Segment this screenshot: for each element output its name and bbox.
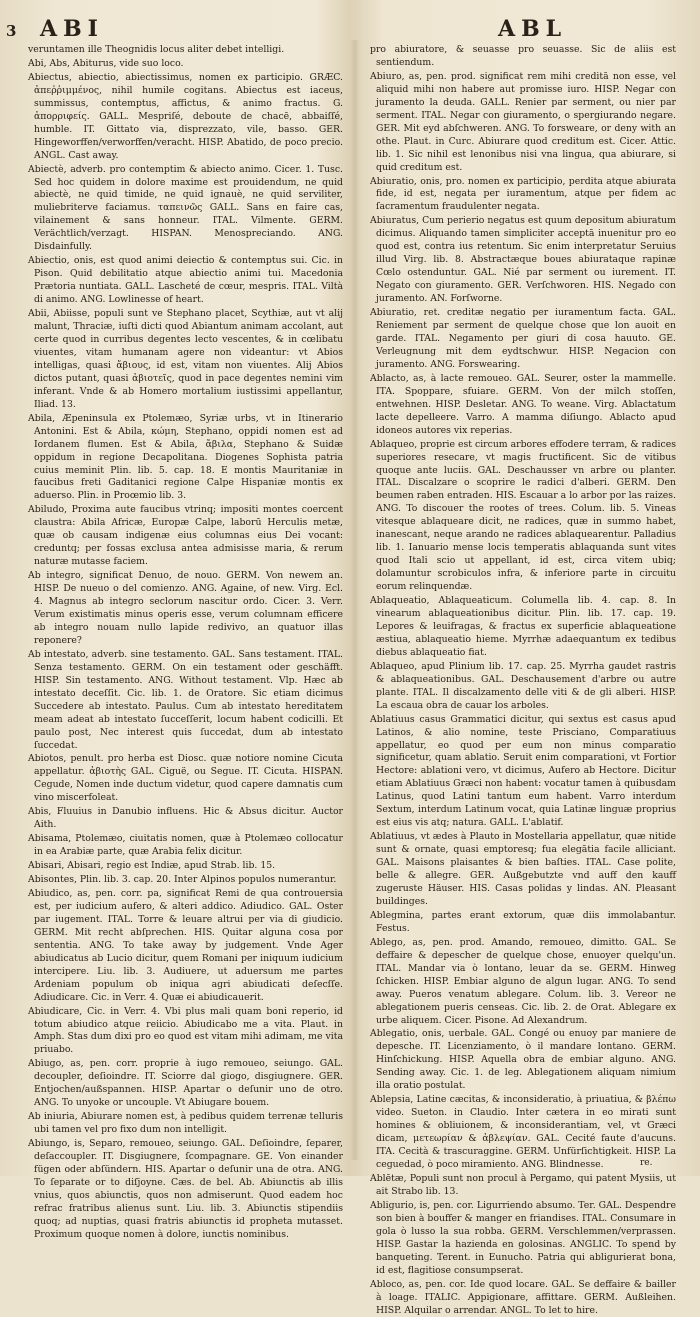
right-column [370, 44, 676, 1316]
dictionary-entry: Abiuro, as, pen. prod. significat rem mihi creditā non esse, vel aliquid mihi non habere aut promisse iuro. HISP. Negar con juramento la deuda. GALL. Renier par serment, ou nier par serment. ITAL. Negar con giuramento, o spergiurando negare. GER. Mit eyd abſchweren. ANG. To forsweare, or deny with an othe. Plaut. in Curc. Abiurare quod creditum est. Cicer. Attic. lib. 1. Sic nihil est lenonibus nisi vna lingua, qua abiurare, si quid creditum est. [370, 70, 676, 173]
dictionary-entry: Ablegatio, onis, uerbale. GAL. Congé ou enuoy par maniere de depesche. IT. Licenziamento, ò il mandare lontano. GERM. Hinſchickung. HISP. Aquella obra de embiar alguno. ANG. Sending away. Cic. 1. de leg. Ablegationem aliquam nimium illa oratio postulat. [370, 1028, 676, 1092]
dictionary-entry: Abiectus, abiectio, abiectissimus, nomen ex participio. GRÆC. ἀπεῤῥιμμένος, nihil humile cogitans. Abiectus est iaceus, summissus, contemptus, affictus, & animo fractus. G. ἀπορριφείς. GALL. Mespriſé, deboute de chacē, abbaiſſé, humble. IT. Gittato via, disprezzato, vile, basso. GER. Hingeworffen/verworffen/veracht. HISP. Abatido, de poco precio. ANGL. Cast away. [28, 71, 343, 161]
dictionary-entry: Abila, Æpeninsula ex Ptolemæo, Syriæ urbs, vt in Itinerario Antonini. Est & Abila, κώμη, Stephano, oppidi nomen est ad Iordanem flumen. Est & Abila, ἄβιλα, Stephano & Suidæ oppidum in regione Decapolitana. Diogenes Sophista patria cuius meminit Plin. lib. 5. cap. 18. E montis Mauritaniæ in faucibus freti Gaditanici regione Calpe Hispaniæ montis ex aduerso. Plin. in Proœmio lib. 3. [28, 412, 343, 502]
column-gutter [350, 40, 360, 1160]
dictionary-entry: Abiuratio, onis, pro. nomen ex participio, perdita atque abiurata fide, id est, negata per iuramentum, atque per fidem ac ſacramentum fraudulenter negata. [370, 175, 676, 213]
dictionary-entry: Abiotos, penult. pro herba est Diosc. quæ notiore nomine Cicuta appellatur. ἀβιοτὴς GAL. Ciguë, ou Segue. IT. Cicuta. HISPAN. Cegude, Nomen inde ductum videtur, quod capere damnatis cum vino miscerfoleat. [28, 753, 343, 804]
dictionary-entry: Ablaqueo, proprie est circum arbores effodere terram, & radices superiores resecare, vt magis fructificent. Sic de vitibus quoque ante luciis. GAL. Deschausser vn arbre ou planter. ITAL. Discalzare o scoprire le radici d'alberi. GERM. Den beumen raben entraden. HIS. Escauar a lo arbor por las raizes. ANG. To discouer the rootes of trees. Colum. lib. 5. Vineas vitesque ablaqueare dicit, ne radices, quæ in summo habet, inanescant, neque arando ne radices ablaquearentur. Palladius lib. 1. Ianuario mense locis temperatis ablaquanda sunt vites quod Itali scio ut appellant, id est, circa vitem ubiq; dolamuntur scrobiculos infra, & inferiore parte in circuitu eorum relinquendæ. [370, 438, 676, 593]
dictionary-entry: Abisari, Abisari, regio est Indiæ, apud Strab. lib. 15. [28, 860, 276, 872]
dictionary-entry: Ablatiuus casus Grammatici dicitur, qui sextus est casus apud Latinos, & alio nomine, teste Prisciano, Comparatiuus appellatur, eo quod per eum non minus comparatio significetur, quam ablatio. Seruit enim comparationi, vt Fortior Hectore: ablationi vero, vt dicimus, Aufero ab Hectore. Dicitur etiam Ablatiuus Græci non habent: vocatur tamen à quibusdam Latinus, quod Latini tantum eum habent. Varro interdum Sextum, interdum Latinum vocat, quia Latinæ linguæ proprius est eius vis atq; natura. GALL. L'ablatif. [370, 713, 676, 829]
dictionary-entry: Abisama, Ptolemæo, ciuitatis nomen, quæ à Ptolemæo collocatur in ea Arabiæ parte, quæ Arabia felix dicitur. [28, 833, 343, 858]
dictionary-entry: Ablegmina, partes erant extorum, quæ diis immolabantur. Festus. [370, 909, 676, 934]
dictionary-entry: Abligurio, is, pen. cor. Ligurriendo absumo. Ter. GAL. Despendre son bien à bouffer & manger en friandises. ITAL. Consumare in gola ò lusso la sua robba. GERM. Verschlemmen/verprassen. HISP. Gastar la hazienda en golosinas. ANGLIC. To spend by banqueting. Terent. in Eunucho. Patria qui abligurierat bona, id est, flagitiose consumpserat. [370, 1199, 676, 1276]
dictionary-entry: Abisontes, Plin. lib. 3. cap. 20. Inter Alpinos populos numerantur. [28, 874, 337, 886]
dictionary-entry: Abii, Abiisse, populi sunt ve Stephano placet, Scythiæ, aut vt alij malunt, Thraciæ, iuſti dicti quod Abiantum animam accolant, aut certe quod in curribus degentes lecto vescentes, & in cœlibatu viuentes, vitam humanam agere non videantur: vt Abios intelligas, quasi ἄβιους, id est, vitam non viuentes. Alij Abios dictos putant, quasi ἀβιοτεῖς, quod in pace degentes nemini vim inferant. Vnde & ab Homero mortalium iustissimi appellantur, Iliad. 13. [28, 308, 343, 410]
dictionary-entry: Abiudico, as, pen. corr. pa, significat Remi de qua controuersia est, per iudicium aufero, & alteri addico. Adiudico. GAL. Oster par iugement. ITAL. Torre & leuare altrui per via di giudicio. GERM. Mit recht abſprechen. HIS. Quitar alguna cosa por sententia. ANG. To take away by judgement. Vnde Ager abiudicatus ab Lucio dicitur, quem Romani per iniquum iudicium intercipere. Liu. lib. 3. Audiuere, ut aduersum me partes Ardeniam populum ob iniqua agri abiudicati deſecſſe. Adiudicare. Cic. in Verr. 4. Quæ ei abiudicauerit. [28, 888, 343, 1003]
dictionary-entry: Ab integro, significat Denuo, de nouo. GERM. Von newem an. HISP. De nueuo o del comienzo. ANG. Againe, of new. Virg. Ecl. 4. Magnus ab integro seclorum nascitur ordo. Cicer. 3. Verr. Verum existimatis minus operis esse, verum columnam efficere ab integro nouam nullo lapide redivivo, an quatuor illas reponere? [28, 570, 343, 646]
dictionary-entry: Abiugo, as, pen. corr. proprie à iugo remoueo, seiungo. GAL. decoupler, deſioindre. IT. Sciorre dal giogo, disgiugnere. GER. Entjochen/außspannen. HISP. Apartar o deſunir uno de otro. ANG. To unyoke or uncouple. Vt Abiugare bouem. [28, 1058, 343, 1109]
dictionary-entry: Abloco, as, pen. cor. Ide quod locare. GAL. Se deffaire & bailler à loage. ITALIC. Appigionare, affittare. GERM. Außleihen. HISP. Alquilar o arrendar. ANGL. To let to hire. [370, 1278, 676, 1316]
dictionary-entry: Ablego, as, pen. prod. Amando, remoueo, dimitto. GAL. Se deffaire & depescher de quelque chose, enuoyer quelqu'un. ITAL. Mandar via ò lontano, leuar da se. GERM. Hinweg ſchicken. HISP. Embiar alguno de algun lugar. ANG. To send away. Pueros venatum ablegare. Colum. lib. 3. Vereor ne ablegationem pueris censeas. Cic. lib. 2. de Orat. Ablegare ex urbe aliquem. Cicer. Pisone. Ad Alexandrum. [370, 936, 676, 1026]
dictionary-entry: Abiuratus, Cum perierio negatus est quum depositum abiuratum dicimus. Aliquando tamen simpliciter acceptā inuenitur pro eo quod est, contra ius retentum. Sic enim interpretatur Seruius illud Virg. lib. 8. Abstractæque boues abiurataque rapinæ Cœlo ostenduntur. GAL. Nié par serment ou iurement. IT. Negato con giuramento. GER. Verſchworen. HIS. Negado con juramento. AN. Forſworne. [370, 215, 676, 305]
dictionary-entry: Ablētæ, Populi sunt non procul à Pergamo, qui patent Mysiis, ut ait Strabo lib. 13. [370, 1172, 676, 1197]
dictionary-entry: Ablacto, as, à lacte remoueo. GAL. Seurer, oster la mammelle. ITA. Spoppare, sfuiare. GERM. Von der milch stoſſen, entwehnen. HISP. Desletar. ANG. To weane. Virg. Ablactatum lacte depelleere. Varro. A mamma diſiungo. Ablacto apud idoneos autores vix reperias. [370, 372, 676, 436]
dictionary-entry: Abiectio, onis, est quod animi deiectio & contemptus sui. Cic. in Pison. Quid debilitatio atque abiectio animi tui. Macedonia Prætoria nuntiata. GALL. Lascheté de cœur, mespris. ITAL. Viltà di animo. ANG. Lowlinesse of heart. [28, 255, 343, 306]
dictionary-entry: Ablaqueatio, Ablaqueaticum. Columella lib. 4. cap. 8. In vinearum ablaqueationibus dicitur. Plin. lib. 17. cap. 19. Lepores & leuifragas, & fractus ex superficie ablaqueatione æstiua, ablaqueatio hieme. Myrrhæ adaequantum ex tedibus diebus ablaqueatio fiat. [370, 595, 676, 658]
dictionary-entry: veruntamen ille Theognidis locus aliter debet intelligi. [28, 44, 285, 55]
running-head-left: ABI [40, 16, 104, 42]
dictionary-entry: pro abiuratore, & seuasse pro seuasse. Sic de aliis est sentiendum. [370, 44, 676, 68]
dictionary-entry: Abiungo, is, Separo, remoueo, seiungo. GAL. Deſioindre, ſeparer, deſaccoupler. IT. Disgiugnere, ſcompagnare. GE. Von einander fügen oder abſündern. HIS. Apartar o deſunir una de otra. ANG. To ſeparate or to diſjoyne. Cæs. de bel. Ab. Abiunctis ab illis vnius, quos abiunctis, quos non admiserunt. Quod eadem hoc refrac fratribus alienus sunt. Liu. lib. 3. Abiunctis stipendiis quoq; ad nuptias, quasi fratris abiunctis id propheta mutasset. Proximum quoque nomen à dolore, iunctis nominibus. [28, 1138, 343, 1240]
left-column [28, 44, 343, 1240]
dictionary-entry: Ab iniuria, Abiurare nomen est, à pedibus quidem terrenæ telluris ubi tamen vel pro fixo dum non intelligit. [28, 1111, 343, 1136]
page-header [0, 10, 700, 44]
dictionary-entry: Ab intestato, adverb. sine testamento. GAL. Sans testament. ITAL. Senza testamento. GERM. On ein testament oder geschäfft. HISP. Sin testamento. ANG. Without testament. Vlp. Hæc ab intestato deceſſit. Cic. lib. 1. de Oratore. Sic etiam dicimus Succedere ab intestato. Paulus. Cum ab intestato hereditatem meam adeat ab intestato ſucceſſerit, locum habent codicilli. Et paulo post, Nec interest quis ſuccedat, dum ab intestato ſuccedat. [28, 648, 343, 751]
dictionary-entry: Abi, Abs, Abiturus, vide suo loco. [28, 57, 184, 69]
running-head-right: ABL [498, 16, 568, 42]
dictionary-entry: Ablaqueo, apud Plinium lib. 17. cap. 25. Myrrha gaudet rastris & ablaqueationibus. GAL. Deschausement d'arbre ou autre plante. ITAL. Il discalzamento delle viti & de gli alberi. HISP. La escaua obra de cauar los arboles. [370, 660, 676, 711]
dictionary-entry: Abis, Fluuius in Danubio influens. Hic & Absus dicitur. Auctor Aith. [28, 806, 343, 831]
dictionary-entry: Abiudicare, Cic. in Verr. 4. Vbi plus mali quam boni reperio, id totum abiudico atque reiicio. Abiudicabo me a vita. Plaut. in Amph. Stas dum dixi pro eo quod est vitam mihi adimam, me vita priuabo. [28, 1005, 343, 1056]
dictionary-entry: Abiectè, adverb. pro contemptim & abiecto animo. Cicer. 1. Tusc. Sed hoc quidem in dolore maxime est prouidendum, ne quid abiectè, ne quid timide, ne quid ignauè, ne quid serviliter, muliebriterve faciamus. ταπεινῶς GALL. Sans en faire cas, vilainement & sans honneur. ITAL. Vilmente. GERM. Verächtlich/verzagt. HISPAN. Menospreciando. ANG. Disdainfully. [28, 163, 343, 253]
dictionary-entry: Abiludo, Proxima aute faucibus vtrinq; impositi montes coercent claustra: Abila Africæ, Europæ Calpe, laborū Herculis metæ, quæ ob causam indigenæ eius columnas eius Dei vocant: creduntq; per fossas exclusa antea admisisse maria, & rerum naturæ mutasse faciem. [28, 504, 343, 568]
dictionary-entry: Ablepsia, Latine cæcitas, & inconsideratio, à priuatiua, & βλέπω video. Sueton. in Claudio. Inter cætera in eo mirati sunt homines & obliuionem, & inconsiderantiam, vel, vt Græci dicam, μετεωρίαν & ἀβλεψίαν. GAL. Cecité faute d'aucuns. ITA. Cecità & trascuraggine. GERM. Unfürſichtigkeit. HISP. La ceguedad, ò poco miramiento. ANG. Blindnesse. [370, 1094, 676, 1171]
page-number: 3 [6, 22, 17, 40]
catchword: re. [640, 1158, 653, 1168]
dictionary-entry: Abiuratio, ret. creditæ negatio per iuramentum facta. GAL. Reniement par serment de quelque chose que lon auoit en garde. ITAL. Negamento per giuri di cosa hauuto. GE. Verleugnung mit dem eydtschwur. HISP. Negacion con juramento. ANG. Forswearing. [370, 307, 676, 370]
dictionary-entry: Ablatiuus, vt ædes à Plauto in Mostellaria appellatur, quæ nitide sunt & ornate, quasi emptoresq; fua elegātia facile alliciant. GAL. Maisons plaisantes & bien baſties. ITAL. Case polite, belle & allegre. GER. Außgebutzte vnd auff den kauff zugeruste Häuser. HIS. Casas polidas y lindas. AN. Pleasant buildinges. [370, 831, 676, 907]
